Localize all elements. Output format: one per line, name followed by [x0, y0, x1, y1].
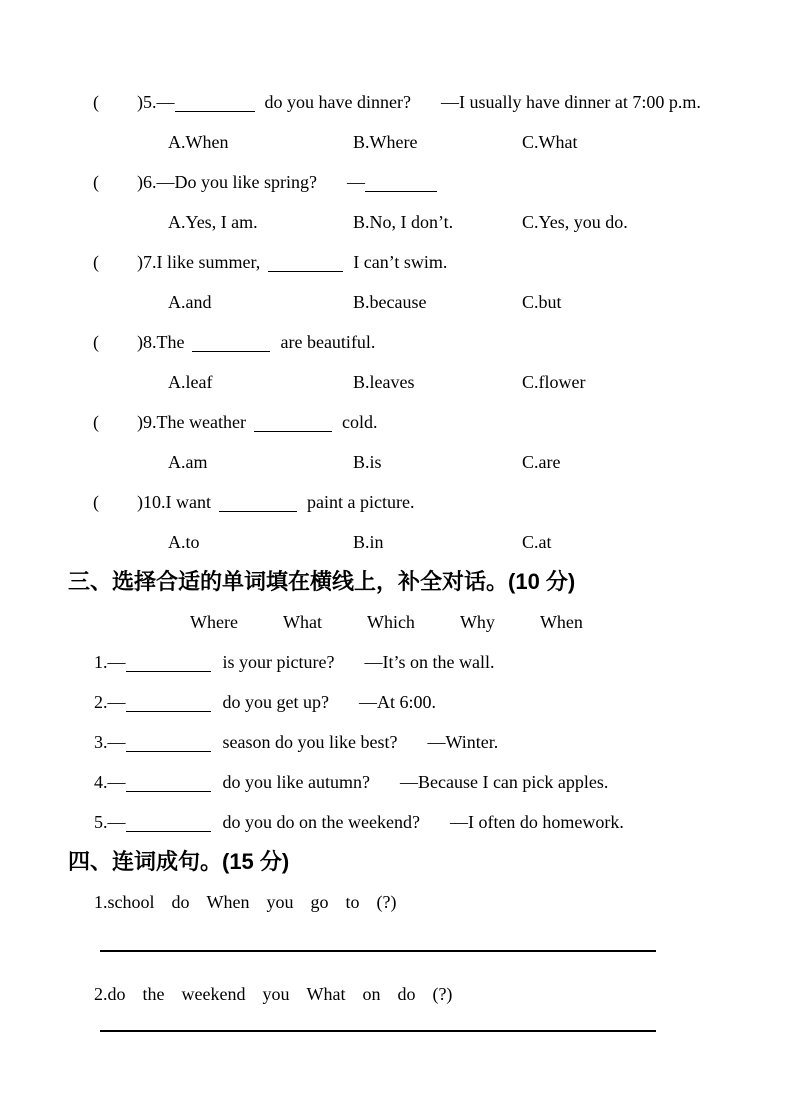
answer-blank	[126, 831, 211, 832]
word-bank-word: Which	[366, 612, 415, 632]
stem-text: (	[93, 412, 99, 432]
item-question: do you like autumn?	[222, 772, 370, 792]
answer-blank	[192, 351, 270, 352]
spacer	[99, 427, 137, 428]
item-question: season do you like best?	[222, 732, 398, 752]
word-token: What	[306, 984, 346, 1004]
dialog-fill-section	[0, 642, 790, 842]
stem-text: —I usually have dinner at 7:00 p.m.	[440, 92, 701, 112]
option-a: A.When	[168, 132, 229, 152]
stem-text: (	[93, 92, 99, 112]
spacer	[99, 267, 137, 268]
word-order-item	[0, 974, 790, 1014]
section3-heading: 三、选择合适的单词填在横线上，补全对话。(10 分)	[68, 569, 576, 594]
stem-text: (	[93, 492, 99, 512]
option-b: B.leaves	[353, 372, 415, 392]
stem-text: —	[346, 172, 365, 192]
option-b: B.No, I don’t.	[353, 212, 454, 232]
dialog-item	[0, 762, 790, 802]
question-options	[0, 362, 790, 402]
spacer	[420, 827, 450, 828]
answer-line	[100, 950, 656, 952]
spacer	[297, 507, 307, 508]
stem-text: do you have dinner?	[264, 92, 411, 112]
answer-blank	[365, 191, 437, 192]
word-token: you	[266, 892, 294, 912]
option-c: C.flower	[522, 372, 586, 392]
word-bank-word: Where	[190, 612, 238, 632]
option-a: A.and	[168, 292, 212, 312]
word-bank-word: What	[282, 612, 322, 632]
spacer	[397, 747, 427, 748]
option-b: B.is	[353, 452, 382, 472]
word-bank-word: Why	[459, 612, 495, 632]
answer-blank	[126, 711, 211, 712]
dialog-item	[0, 802, 790, 842]
stem-text: )7.I like summer,	[137, 252, 261, 272]
option-b: B.in	[353, 532, 384, 552]
item-answer: —I often do homework.	[449, 812, 624, 832]
item-answer: —It’s on the wall.	[364, 652, 495, 672]
option-a: A.am	[168, 452, 208, 472]
item-lead: 3.—	[94, 732, 126, 752]
spacer	[211, 827, 223, 828]
question-stem	[0, 82, 790, 122]
stem-text: cold.	[341, 412, 378, 432]
dialog-item	[0, 682, 790, 722]
word-token: you	[262, 984, 290, 1004]
option-a: A.leaf	[168, 372, 213, 392]
answer-blank	[126, 791, 211, 792]
item-question: do you do on the weekend?	[222, 812, 420, 832]
spacer	[317, 187, 347, 188]
question-options	[0, 282, 790, 322]
spacer	[370, 787, 400, 788]
option-a: A.to	[168, 532, 200, 552]
stem-text: (	[93, 252, 99, 272]
word-token: 2.do	[94, 984, 126, 1004]
spacer	[211, 787, 223, 788]
option-a: A.Yes, I am.	[168, 212, 258, 232]
answer-blank	[254, 431, 332, 432]
stem-text: (	[93, 172, 99, 192]
answer-blank	[175, 111, 255, 112]
spacer	[211, 507, 219, 508]
item-question: do you get up?	[222, 692, 329, 712]
word-bank-word: When	[539, 612, 583, 632]
item-lead: 1.—	[94, 652, 126, 672]
question-stem	[0, 162, 790, 202]
spacer	[260, 267, 268, 268]
item-lead: 2.—	[94, 692, 126, 712]
spacer	[332, 427, 342, 428]
question-options	[0, 442, 790, 482]
answer-blank	[126, 671, 211, 672]
stem-text: )10.I want	[137, 492, 211, 512]
answer-blank	[126, 751, 211, 752]
answer-blank	[268, 271, 343, 272]
dialog-item	[0, 722, 790, 762]
option-c: C.but	[522, 292, 562, 312]
option-b: B.Where	[353, 132, 418, 152]
word-token: 1.school	[94, 892, 155, 912]
word-order-item	[0, 882, 790, 922]
word-token: the	[142, 984, 165, 1004]
spacer	[211, 667, 223, 668]
option-c: C.at	[522, 532, 552, 552]
question-stem	[0, 402, 790, 442]
stem-text: (	[93, 332, 99, 352]
spacer	[411, 107, 441, 108]
word-token: do	[397, 984, 416, 1004]
item-answer: —Winter.	[427, 732, 499, 752]
answer-line	[100, 1030, 656, 1032]
word-token: to	[345, 892, 360, 912]
stem-text: )5.—	[137, 92, 175, 112]
spacer	[184, 347, 192, 348]
spacer	[343, 267, 353, 268]
word-token: (?)	[432, 984, 453, 1004]
item-lead: 5.—	[94, 812, 126, 832]
multiple-choice-section	[0, 82, 790, 562]
question-options	[0, 122, 790, 162]
dialog-item	[0, 642, 790, 682]
word-token: When	[206, 892, 250, 912]
spacer	[270, 347, 280, 348]
spacer	[255, 107, 265, 108]
question-stem	[0, 242, 790, 282]
stem-text: I can’t swim.	[353, 252, 448, 272]
word-token: do	[171, 892, 190, 912]
item-lead: 4.—	[94, 772, 126, 792]
spacer	[211, 747, 223, 748]
spacer	[246, 427, 254, 428]
stem-text: )9.The weather	[137, 412, 246, 432]
spacer	[99, 107, 137, 108]
word-token: weekend	[181, 984, 246, 1004]
spacer	[99, 347, 137, 348]
option-b: B.because	[353, 292, 427, 312]
question-stem	[0, 482, 790, 522]
spacer	[334, 667, 364, 668]
item-answer: —At 6:00.	[358, 692, 436, 712]
stem-text: )6.—Do you like spring?	[137, 172, 317, 192]
item-question: is your picture?	[222, 652, 335, 672]
question-options	[0, 202, 790, 242]
option-c: C.are	[522, 452, 561, 472]
spacer	[211, 707, 223, 708]
answer-blank	[219, 511, 297, 512]
stem-text: are beautiful.	[280, 332, 376, 352]
section4-heading: 四、连词成句。(15 分)	[68, 849, 290, 874]
stem-text: paint a picture.	[306, 492, 415, 512]
item-answer: —Because I can pick apples.	[399, 772, 609, 792]
spacer	[329, 707, 359, 708]
question-options	[0, 522, 790, 562]
option-c: C.Yes, you do.	[522, 212, 628, 232]
word-bank	[0, 602, 790, 642]
spacer	[99, 187, 137, 188]
option-c: C.What	[522, 132, 578, 152]
question-stem	[0, 322, 790, 362]
stem-text: )8.The	[137, 332, 185, 352]
word-token: go	[310, 892, 329, 912]
spacer	[99, 507, 137, 508]
word-token: (?)	[376, 892, 397, 912]
sentence-ordering-section	[0, 882, 790, 1032]
word-token: on	[362, 984, 381, 1004]
